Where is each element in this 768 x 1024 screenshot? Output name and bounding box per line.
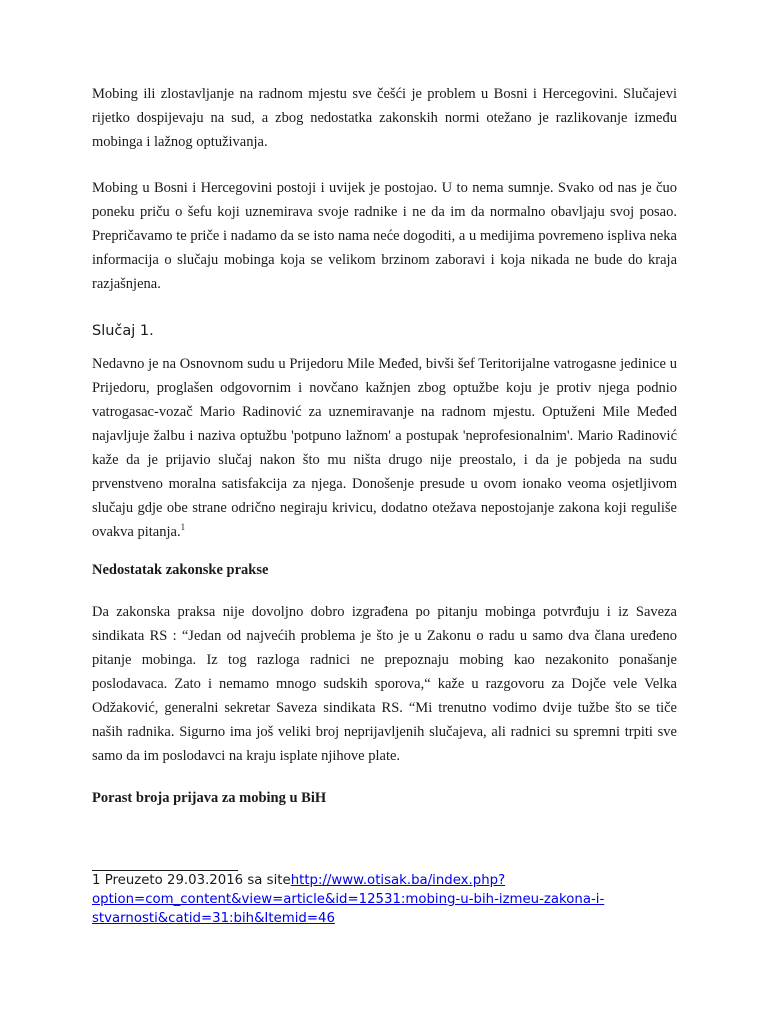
footnote bbox=[92, 871, 677, 928]
legal-practice-paragraph: Da zakonska praksa nije dovoljno dobro izgrađena po pitanju mobinga potvrđuju i iz Saveza sindikata RS : “Jedan od najvećih problema je što je u Zakonu o radu u samo dva člana uređeno pitanje mobinga. Iz tog razloga radnici ne prepoznaju mobing kao nezakonito ponašanje poslodavaca. Zato i nemamo mnogo sudskih sporova,“ kaže u razgovoru za Dojče vele Velka Odžaković, generalni sekretar Saveza sindikata RS. “Mi trenutno vodimo dvije tužbe što se tiče naših radnika. Sigurno ima još veliki broj neprijavljenih slučajeva, ali radnici su spremni trpiti sve samo da im poslodavci na kraju isplate njihove plate. bbox=[92, 604, 677, 764]
case-heading: Slučaj 1. bbox=[92, 323, 154, 339]
footnote-link[interactable]: http://www.otisak.ba/index.php?option=com_content&view=article&id=12531:mobing-u-bih-izmeu-zakona-i-stvarnosti&catid=31:bih&Itemid=46 bbox=[92, 873, 605, 926]
footnote-reference[interactable]: 1 bbox=[180, 522, 186, 533]
case-paragraph-text: Nedavno je na Osnovnom sudu u Prijedoru Mile Međed, bivši šef Teritorijalne vatrogasne jedinice u Prijedoru, proglašen odgovornim i novčano kažnjen zbog optužbe koju je protiv njega podnio vatrogasac-vozač Mario Radinović za uznemiravanje na radnom mjestu. Optuženi Mile Međed najavljuje žalbu i naziva optužbu 'potpuno lažnom' a postupak 'neprofesionalnim'. Mario Radinović kaže da je prijavio slučaj nakon što mu ništa drugo nije preostalo, i da je pobjeda na sudu prvenstveno moralna satisfakcija za njega. Donošenje presude u ovom ionako veoma osjetljivom slučaju gdje obe strane odrično negiraju krivicu, dodatno otežava nepostojanje zakona koji reguliše ovakva pitanja. bbox=[92, 356, 677, 540]
context-paragraph: Mobing u Bosni i Hercegovini postoji i uvijek je postojao. U to nema sumnje. Svako od nas je čuo poneku priču o šefu koji uznemirava svoje radnike i ne da im da normalno obavljaju svoj posao. Prepričavamo te priče i nadamo da se isto nama neće dogoditi, a u medijima povremeno ispliva neka informacija o slučaju mobinga koja se velikom brzinom zaboravi i koja nikada ne bude do kraja razjašnjena. bbox=[92, 180, 677, 292]
intro-paragraph: Mobing ili zlostavljanje na radnom mjestu sve češći je problem u Bosni i Hercegovini. Slučajevi rijetko dospijevaju na sud, a zbog nedostatka zakonskih normi otežano je razlikovanje između mobinga i lažnog optuživanja. bbox=[92, 86, 677, 150]
section-heading-reports-increase: Porast broja prijava za mobing u BiH bbox=[92, 790, 327, 806]
section-heading-legal-practice: Nedostatak zakonske prakse bbox=[92, 562, 269, 578]
footnote-number: 1 bbox=[92, 873, 101, 888]
case-paragraph bbox=[92, 352, 677, 544]
document-body bbox=[92, 82, 677, 810]
footnote-text: Preuzeto 29.03.2016 sa site bbox=[100, 873, 291, 888]
